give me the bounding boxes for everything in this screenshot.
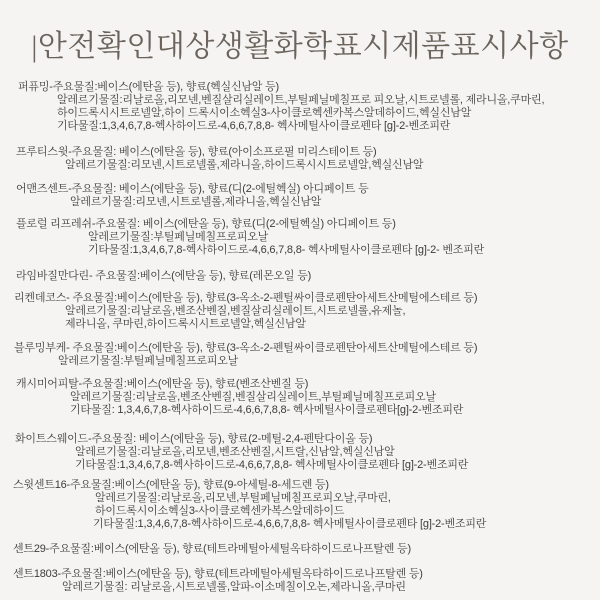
- text-line: 블루밍부케- 주요물질:베이스(에탄올 등), 향료(3-옥소-2-펜틸싸이클로펜탄아세트산메틸에스테르 등): [14, 342, 478, 354]
- product-block-floral-refresh: [0, 218, 600, 257]
- product-block-cashmere-petal: [0, 378, 600, 417]
- text-line: 하이드록시시트로넬알,하이 드록시이소헥실3-사이클로헥센카복스알데하이드,헥실신남알: [57, 107, 472, 119]
- text-line: 화이트스웨이드-주요물질: 베이스(에탄올 등), 향료(2-메틸-2,4-펜탄다이올 등): [15, 433, 373, 445]
- text-line: 기타물질:1,3,4,6,7,8-헥사하이드로-4,6,6,7,8,8- 헥사메틸사이클로펜타 [g]-2-벤조피란: [57, 120, 451, 132]
- text-line: 리켄데코스- 주요물질:베이스(에탄올 등), 향료(3-옥소-2-펜틸싸이클로펜탄아세트산메틸에스테르 등): [14, 292, 478, 304]
- text-line: 하이드록시이소헥실3-사이클로헥센카복스알데하이드: [95, 505, 345, 517]
- text-line: 알레르기물질:부틸페닐메칠프로피오날: [58, 355, 239, 367]
- text-line: 알레르기물질:리모넨,시트로넬롤,제라니올,헥실신남알: [70, 196, 322, 208]
- text-line: 퍼퓨밍-주요물질:베이스(에탄올 등), 향료(헥실신남알 등): [18, 81, 279, 93]
- text-line: 알레르기물질:리날로올,벤조산벤질,벤질살리실레이트,시트로넬롤,유제놀,: [65, 305, 406, 317]
- text-line: 캐시미어피탈-주요물질:베이스(에탄올 등), 향료(벤조산벤질 등): [16, 378, 309, 390]
- product-block-sweet-scent-16: [0, 479, 600, 531]
- page-title: |안전확인대상생활화학표시제품표시사항: [31, 30, 569, 63]
- text-line: 알레르기물질:리날로올,리모넨,벤질살리실레이트,부틸페닐메칠프로 피오날,시트로넬롤, 제라니올,쿠마린,: [57, 94, 545, 106]
- text-line: 알레르기물질:리날로올,리모넨,벤조산벤질,시트랄,신남알,헥실신남알: [75, 446, 395, 458]
- text-line: 알레르기물질:리날로올,벤조산벤질,벤질살리실레이트,부틸페닐메칠프로피오날: [70, 391, 436, 403]
- product-block-blooming-bouquet: [0, 342, 600, 368]
- text-line: 기타물질:1,3,4,6,7,8-헥사하이드로-4,6,6,7,8,8- 헥사메틸사이클로펜타 [g]-2- 벤조피란: [88, 244, 485, 256]
- text-line: 센트1803-주요물질:베이스(에탄올 등), 향료(테트라메틸아세틸옥타하이드로나프탈렌 등): [13, 568, 423, 580]
- text-line: 알레르기물질:리날로올,리모넨,부틸페닐메칠프로피오날,쿠마린,: [95, 492, 391, 504]
- product-block-a-mans-scent: [0, 183, 600, 209]
- product-block-scent-1803: [0, 568, 600, 594]
- product-block-scent-29: [0, 543, 600, 556]
- text-line: 제라니올, 쿠마린,하이드록시시트로넬알,헥실신남알: [65, 318, 306, 330]
- product-block-lichen-decos: [0, 292, 600, 331]
- text-line: 센트29-주요물질:베이스(에탄올 등), 향료(테트라메틸아세틸옥타하이드로나프탈렌 등): [13, 543, 411, 555]
- product-block-fruity-sweet: [0, 146, 600, 172]
- product-info-list: [0, 65, 600, 594]
- product-block-lime-basil-mandarin: [0, 270, 600, 283]
- text-line: 기타물질:1,3,4,6,7,8-헥사하이드로-4,6,6,7,8,8- 헥사메틸사이클로펜타 [g]-2-벤조피란: [75, 459, 469, 471]
- text-line: 플로럴 리프레쉬-주요물질: 베이스(에탄올 등), 향료(디(2-에틸헥실) 아디페이트 등): [16, 218, 396, 230]
- product-block-white-suede: [0, 433, 600, 472]
- text-line: 라임바질만다린- 주요물질:베이스(에탄올 등), 향료(레몬오일 등): [16, 270, 312, 282]
- text-line: 알레르기물질: 리날로올,시트로넬롤,알파-이소메칠이오논,제라니올,쿠마린: [62, 581, 406, 593]
- text-line: 프루티스윗-주요물질: 베이스(에탄올 등), 향료(아이소프로필 미리스테이트 등): [16, 146, 377, 158]
- text-line: 기타물질:1,3,4,6,7,8-헥사하이드로-4,6,6,7,8,8- 헥사메틸사이클로펜타 [g]-2-벤조피란: [93, 518, 487, 530]
- text-line: 스윗센트16-주요물질:베이스(에탄올 등), 향료(9-아세틸-8-세드렌 등): [13, 479, 329, 491]
- text-line: 어맨즈센트-주요물질: 베이스(에탄올 등), 향료(디(2-에틸헥실) 아디페이트 등: [16, 183, 369, 195]
- text-line: 알레르기물질:부틸페닐메칠프로피오날: [88, 231, 269, 243]
- text-line: 알레르기물질:리모넨,시트로넬롤,제라니올,하이드록시시트로넬알,헥실신남알: [65, 159, 424, 171]
- product-block-perfuming: [0, 81, 600, 133]
- text-line: 기타물질: 1,3,4,6,7,8-헥사하이드로-4,6,6,7,8,8- 헥사메틸사이클로펜타[g]-2-벤조피란: [70, 404, 464, 416]
